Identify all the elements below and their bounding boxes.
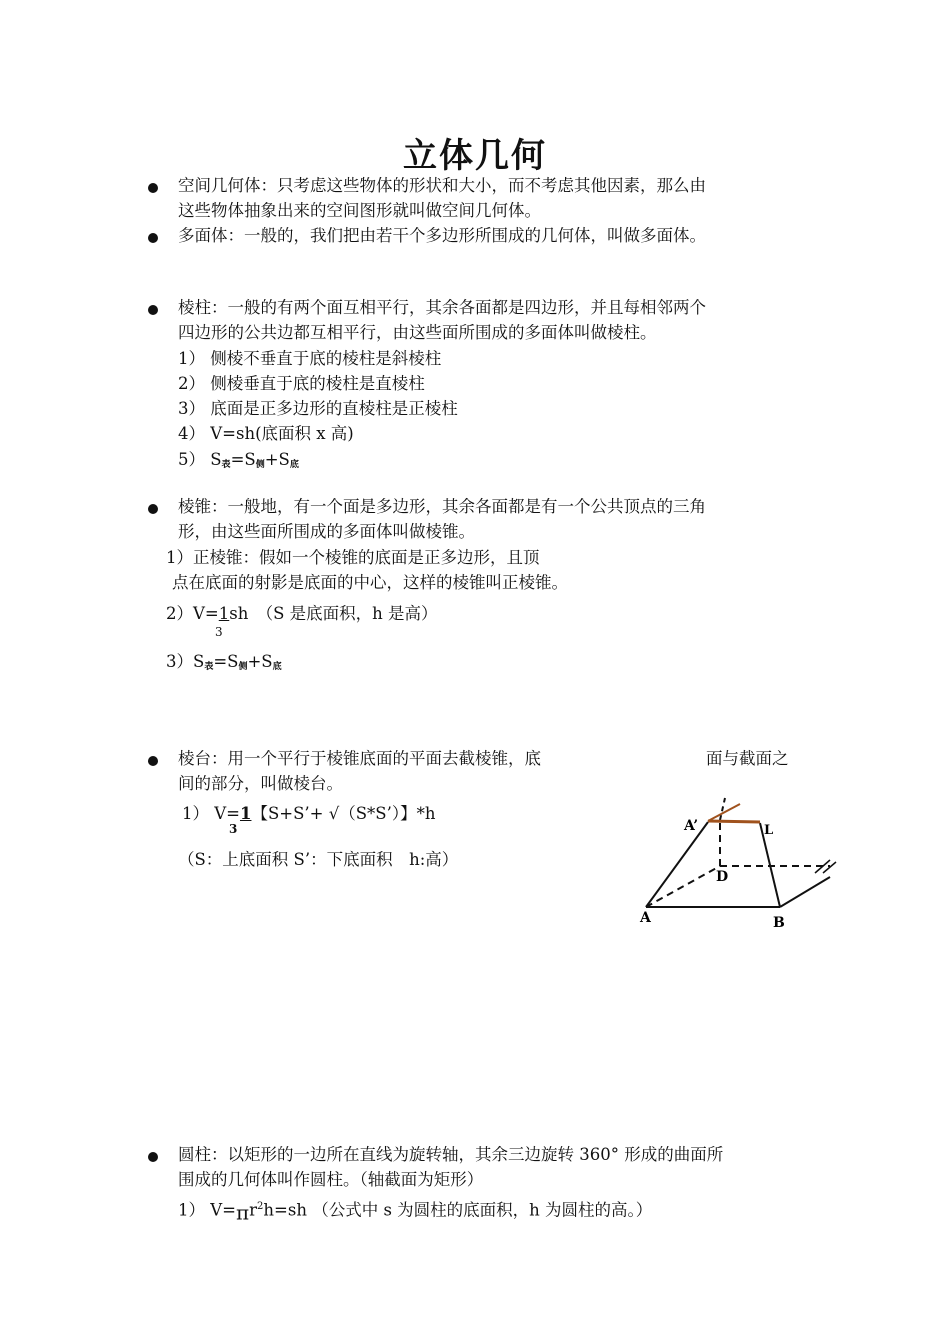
bullet-icon (148, 504, 158, 514)
fraction-numerator: 1 (239, 804, 252, 823)
edge-aa1 (646, 822, 708, 907)
spatial-line-2: 这些物体抽象出来的空间图形就叫做空间几何体。 (178, 201, 541, 220)
hidden-edge-ad (646, 866, 720, 907)
formula-text: 5） S (178, 450, 222, 469)
label-d: D (716, 869, 729, 885)
label-a: A (640, 910, 651, 926)
formula-text: r (249, 1200, 258, 1220)
formula-text: sh （S 是底面积，h 是高） (229, 604, 438, 623)
pyramid-line-1: 棱锥：一般地，有一个面是多边形，其余各面都是有一个公共顶点的三角 (178, 497, 706, 516)
subscript: 侧 (238, 662, 248, 672)
pyramid-line-2: 形，由这些面所围成的多面体叫做棱锥。 (178, 522, 475, 541)
formula-text: 【S+S’+ √（S*S’）】*h (251, 804, 436, 823)
fraction-numerator: 1 (218, 604, 230, 623)
label-b: B (773, 915, 785, 931)
subscript: 侧 (255, 460, 265, 470)
fraction-denominator: 3 (229, 822, 238, 836)
formula-text: 3）S (166, 652, 205, 671)
cylinder-line-2: 围成的几何体叫作圆柱。（轴截面为矩形） (178, 1170, 484, 1189)
frustum-item-1 (182, 804, 435, 824)
formula-text: =S (213, 652, 239, 671)
cylinder-line-1: 圆柱：以矩形的一边所在直线为旋转轴，其余三边旋转 360° 形成的曲面所 (178, 1145, 724, 1164)
prism-item-5 (178, 450, 299, 475)
label-a-prime: A’ (684, 818, 699, 834)
spatial-line-1: 空间几何体：只考虑这些物体的形状和大小，而不考虑其他因素，那么由 (178, 176, 706, 195)
frustum-line-1a: 棱台：用一个平行于棱锥底面的平面去截棱锥，底 (178, 749, 541, 768)
frustum-line-2: 间的部分，叫做棱台。 (178, 774, 343, 793)
pyramid-item-3 (166, 652, 282, 677)
label-l: L (764, 823, 774, 838)
prism-line-2: 四边形的公共边都互相平行，由这些面所围成的多面体叫做棱柱。 (178, 323, 657, 342)
bullet-icon (148, 305, 158, 315)
formula-text: =S (230, 450, 256, 469)
cylinder-item-1 (178, 1197, 652, 1223)
fraction-denominator: 3 (215, 625, 223, 639)
formula-text: h=sh （公式中 s 为圆柱的底面积，h 为圆柱的高。） (263, 1200, 653, 1220)
frustum-line-1b: 面与截面之 (706, 749, 789, 768)
formula-text: +S (264, 450, 290, 469)
bullet-icon (148, 183, 158, 193)
top-edge-highlight (708, 821, 760, 822)
prism-item-2: 2） 侧棱垂直于底的棱柱是直棱柱 (178, 374, 425, 393)
formula-text: 2）V= (166, 604, 219, 623)
edge-b-right (780, 877, 830, 907)
prism-item-1: 1） 侧棱不垂直于底的棱柱是斜棱柱 (178, 349, 442, 368)
frustum-figure (630, 790, 850, 940)
bullet-icon (148, 233, 158, 243)
superscript: 2 (257, 1201, 264, 1212)
formula-text: 1） V= (182, 804, 240, 823)
formula-text: 1） V= (178, 1200, 236, 1220)
axis-extension (720, 798, 725, 820)
prism-item-4: 4） V=sh(底面积 x 高) (178, 424, 354, 443)
formula-text: +S (247, 652, 273, 671)
pi-symbol: π (235, 1200, 250, 1225)
pyramid-item-2 (166, 604, 438, 624)
pyramid-item-1-line-2: 点在底面的射影是底面的中心，这样的棱锥叫正棱锥。 (172, 573, 568, 592)
top-edge-highlight (708, 804, 740, 821)
frustum-note: （S：上底面积 S’：下底面积 h:高） (178, 850, 459, 869)
pyramid-item-1-line-1: 1）正棱锥：假如一个棱锥的底面是正多边形，且顶 (166, 548, 540, 567)
bullet-icon (148, 756, 158, 766)
subscript: 表 (221, 460, 231, 470)
polyhedron-line-1: 多面体：一般的，我们把由若干个多边形所围成的几何体，叫做多面体。 (178, 226, 706, 245)
prism-item-3: 3） 底面是正多边形的直棱柱是正棱柱 (178, 399, 458, 418)
subscript: 底 (272, 662, 282, 672)
subscript: 表 (204, 662, 214, 672)
bullet-icon (148, 1152, 158, 1162)
prism-line-1: 棱柱：一般的有两个面互相平行，其余各面都是四边形，并且每相邻两个 (178, 298, 706, 317)
page-title: 立体几何 (403, 136, 547, 176)
subscript: 底 (289, 460, 299, 470)
